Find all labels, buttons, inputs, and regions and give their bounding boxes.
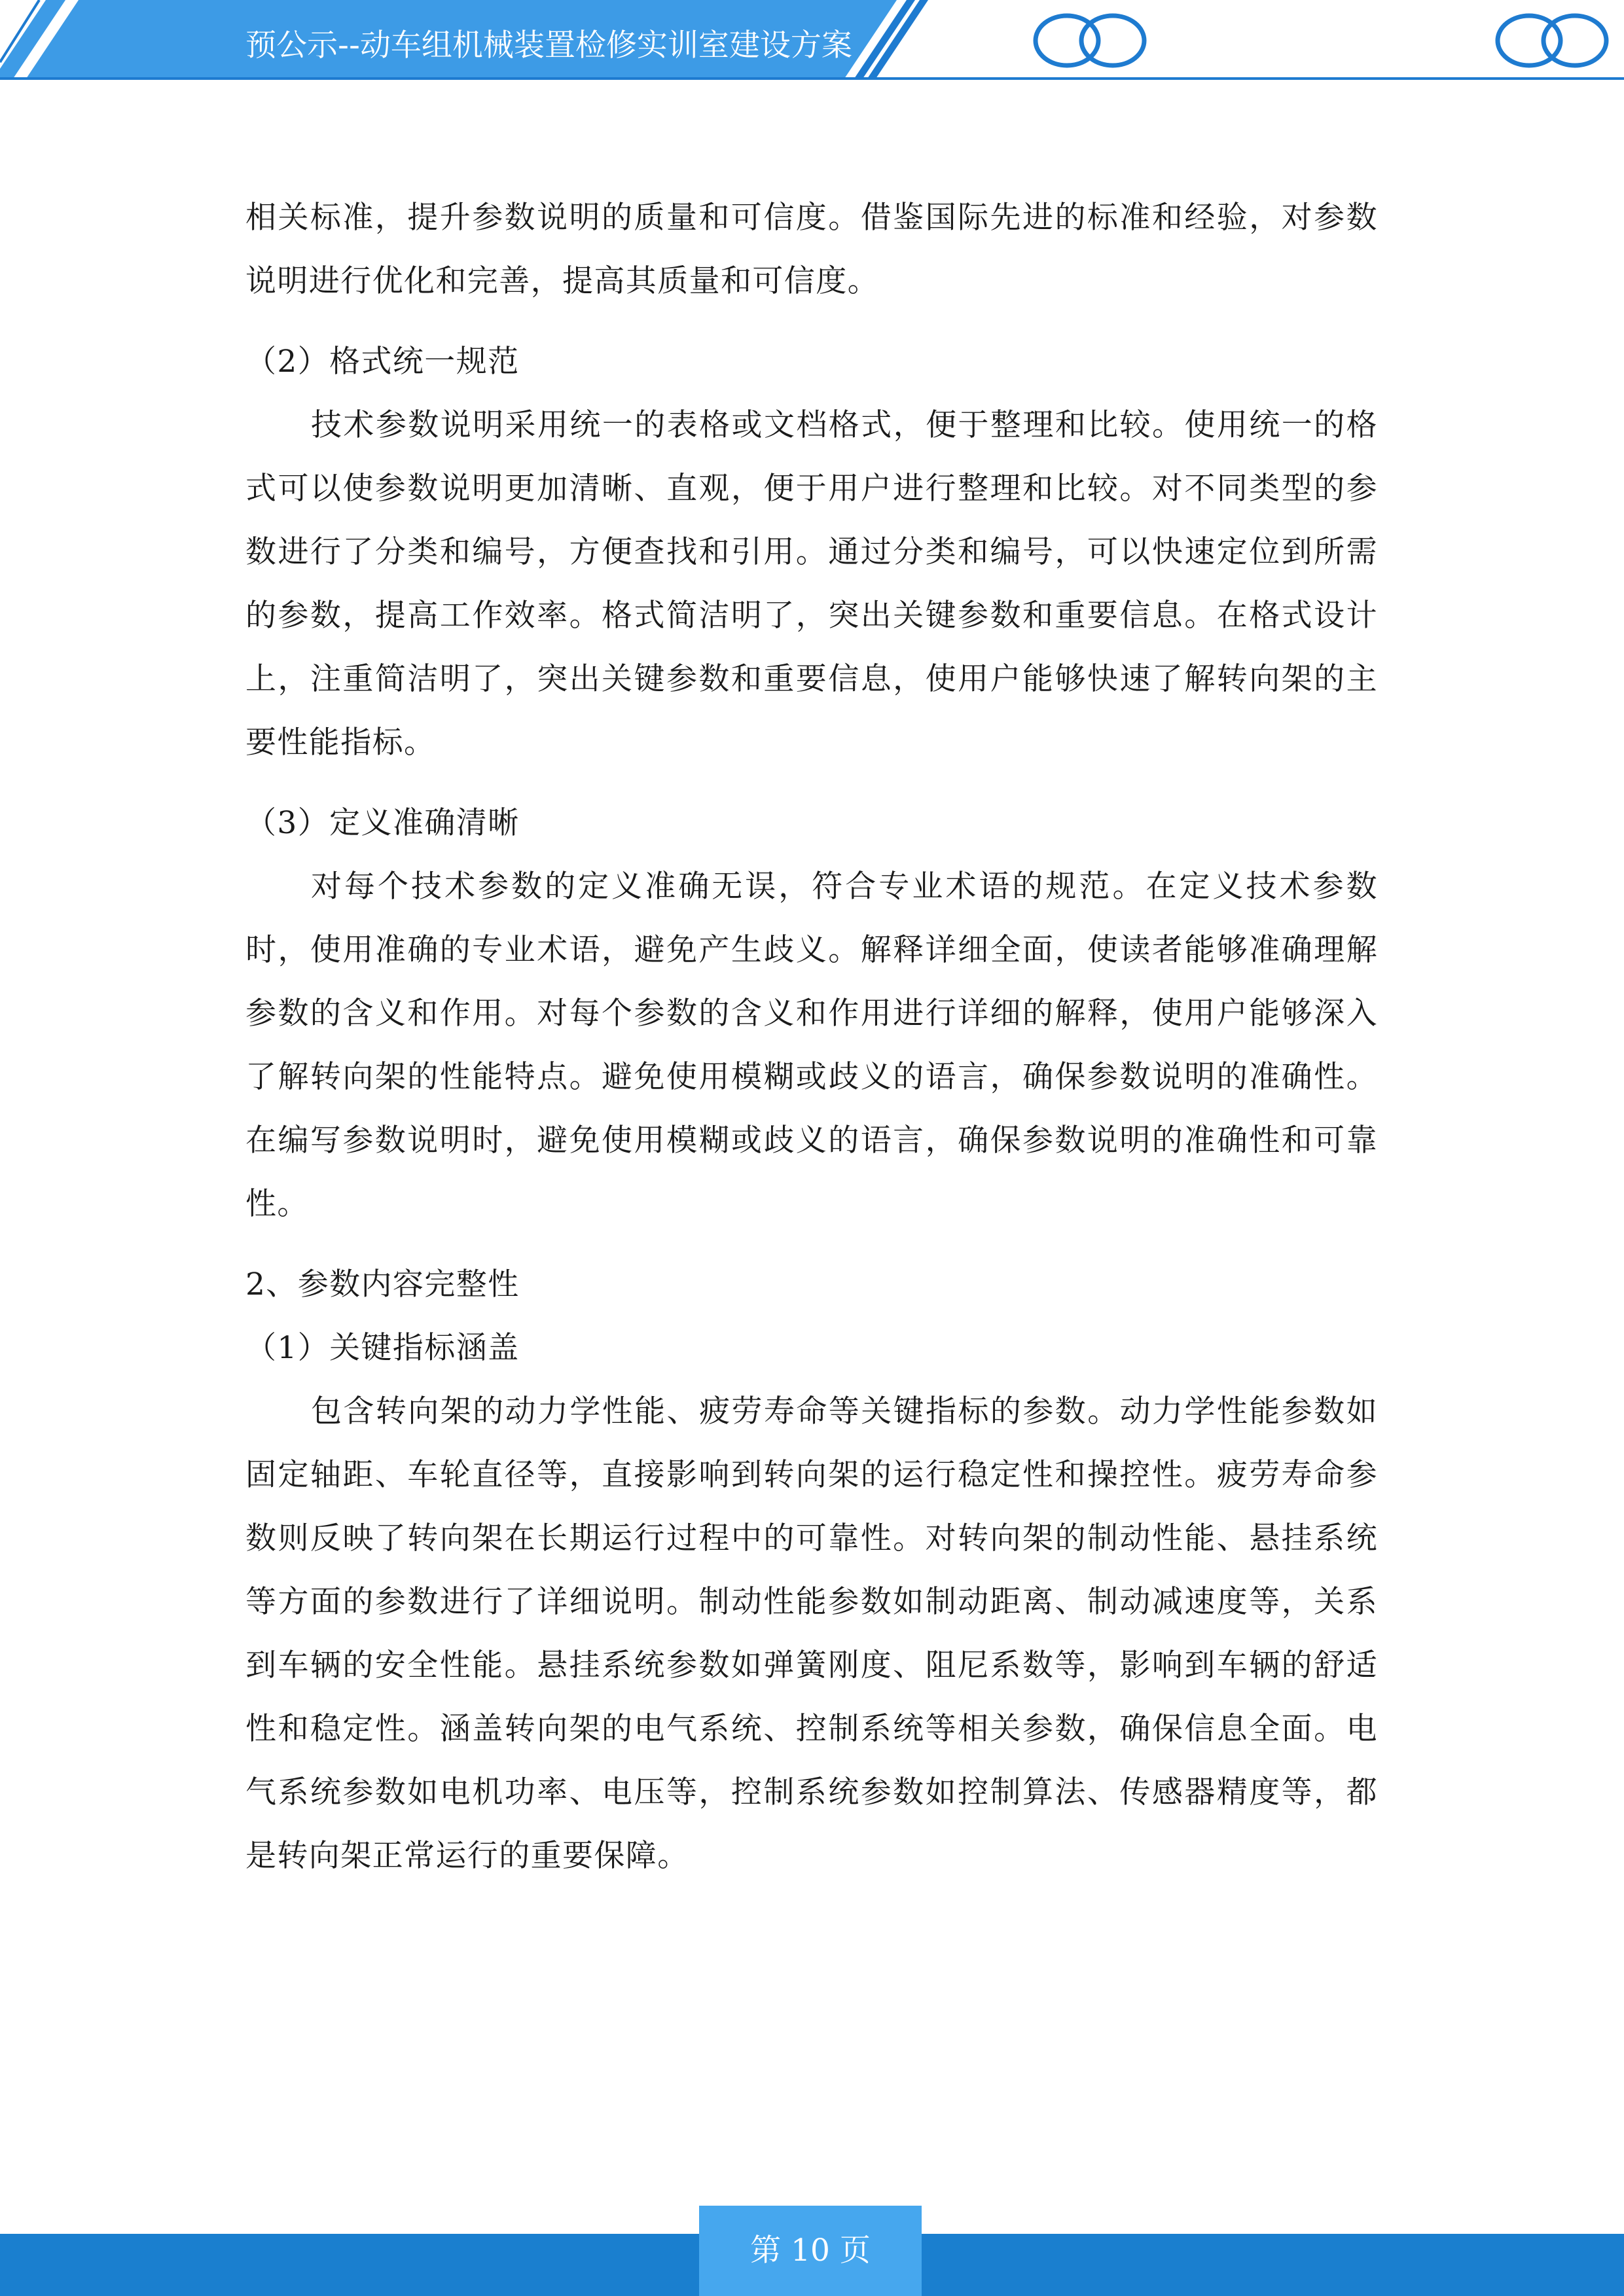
page-header [0, 0, 1624, 92]
header-title: 预公示--动车组机械装置检修实训室建设方案 [245, 27, 852, 63]
section-heading-completeness: 2、参数内容完整性 [245, 1266, 520, 1302]
subheading-key-indicators: （1）关键指标涵盖 [245, 1330, 520, 1366]
paragraph-key-indicators: 包含转向架的动力学性能、疲劳寿命等关键指标的参数。动力学性能参数如固定轴距、车轮直径等，直接影响到转向架的运行稳定性和操控性。疲劳寿命参数则反映了转向架在长期运行过程中的可靠性。对转向架的制动性能、悬挂系统等方面的参数进行了详细说明。制动性能参数如制动距离、制动减速度等，关系到车辆的安全性能。悬挂系统参数如弹簧刚度、阻尼系数等，影响到车辆的舒适性和稳定性。涵盖转向架的电气系统、控制系统等相关参数，确保信息全面。电气系统参数如电机功率、电压等，控制系统参数如控制算法、传感器精度等，都是转向架正常运行的重要保障。 [245, 1393, 1378, 1874]
paragraph-format: 技术参数说明采用统一的表格或文档格式，便于整理和比较。使用统一的格式可以使参数说明更加清晰、直观，便于用户进行整理和比较。对不同类型的参数进行了分类和编号，方便查找和引用。通过分类和编号，可以快速定位到所需的参数，提高工作效率。格式简洁明了，突出关键参数和重要信息。在格式设计上，注重简洁明了，突出关键参数和重要信息，使用户能够快速了解转向架的主要性能指标。 [245, 407, 1378, 761]
subheading-format: （2）格式统一规范 [245, 344, 520, 380]
subheading-definition: （3）定义准确清晰 [245, 805, 520, 841]
rings-icon [1036, 16, 1144, 65]
page-body [245, 186, 1378, 1888]
paragraph-definition: 对每个技术参数的定义准确无误，符合专业术语的规范。在定义技术参数时，使用准确的专业术语，避免产生歧义。解释详细全面，使读者能够准确理解参数的含义和作用。对每个参数的含义和作用进行详细的解释，使用户能够深入了解转向架的性能特点。避免使用模糊或歧义的语言，确保参数说明的准确性。在编写参数说明时，避免使用模糊或歧义的语言，确保参数说明的准确性和可靠性。 [245, 869, 1378, 1222]
paragraph-continuation: 相关标准，提升参数说明的质量和可信度。借鉴国际先进的标准和经验，对参数说明进行优化和完善，提高其质量和可信度。 [245, 200, 1378, 299]
rings-icon-right [1498, 16, 1606, 65]
page-number: 第 10 页 [699, 2206, 922, 2296]
